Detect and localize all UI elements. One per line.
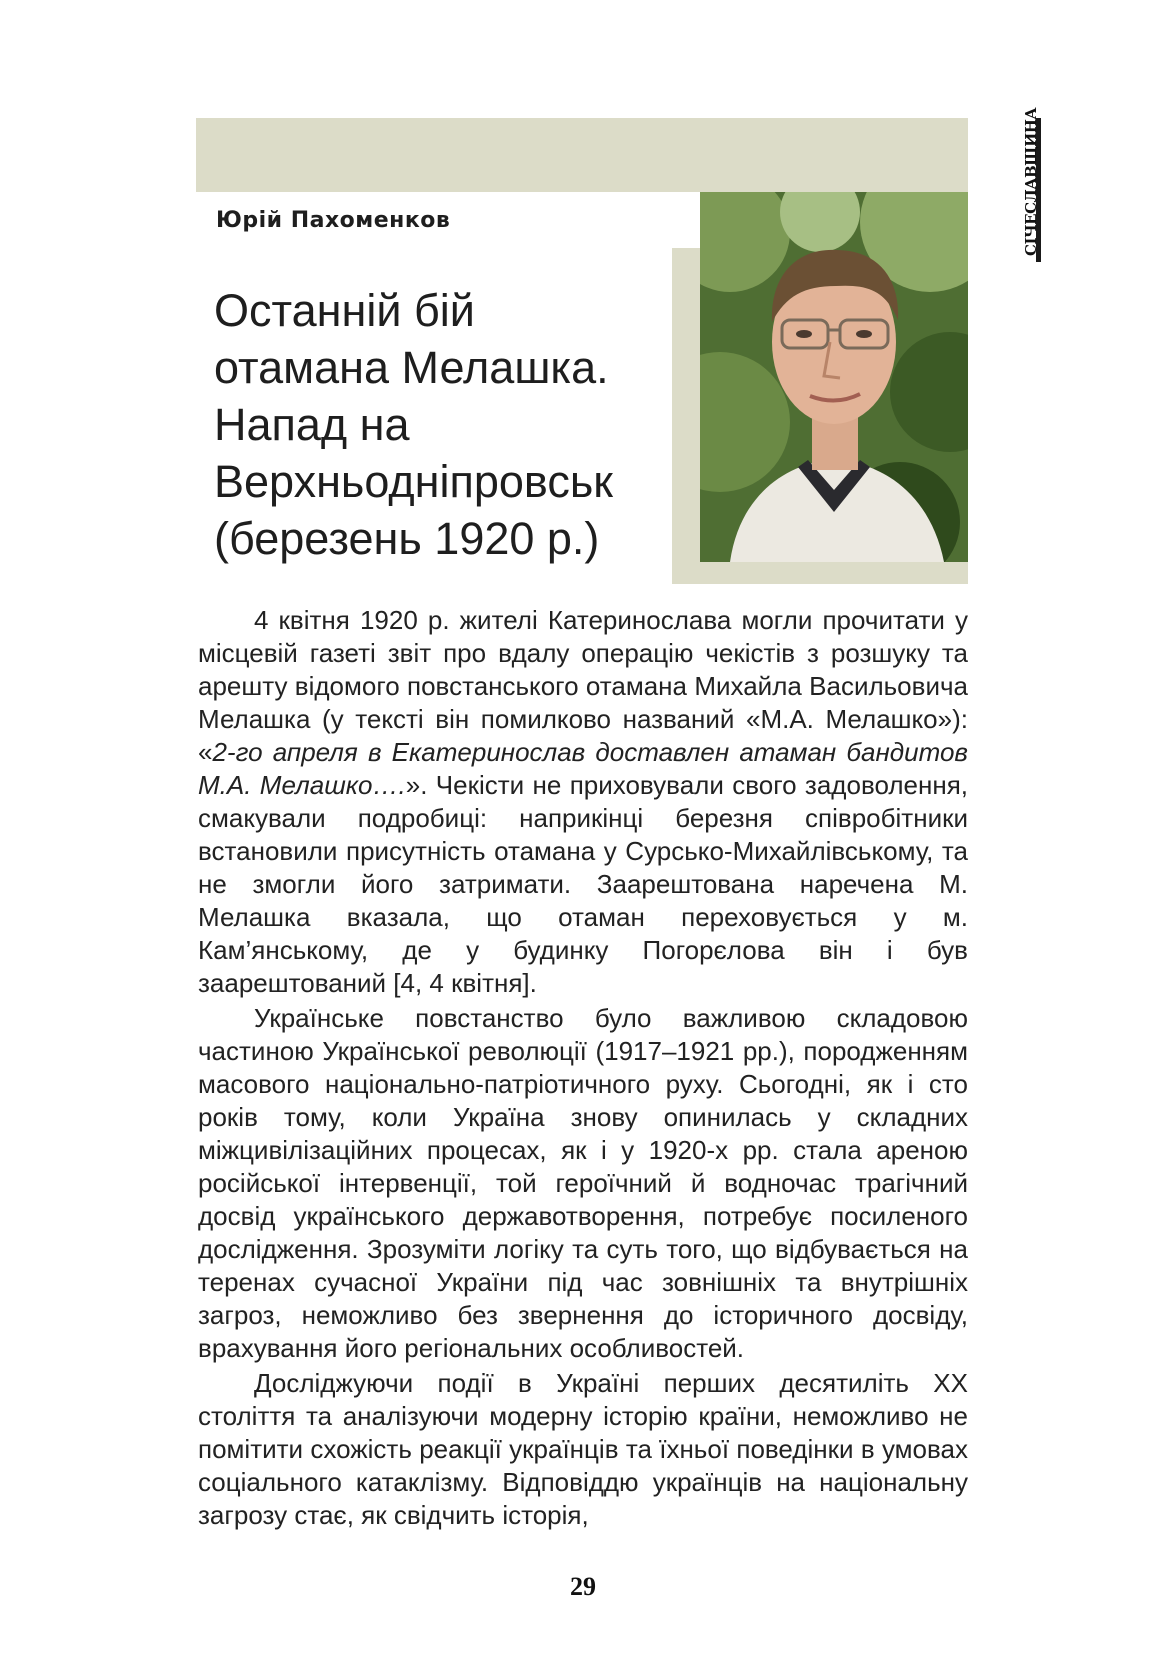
- header-band: [196, 118, 968, 192]
- paragraph-1: [198, 604, 968, 1000]
- paragraph-1-rest: ». Чекісти не приховували свого задоволення, смакували подробиці: наприкінці березня співробітники встановили присутність отамана у Сурсько-Михайлівському, та не змогли його затримати. Заарештована наречена М. Мелашка вказала, що отаман переховується у м. Кам’янському, де у будинку Погорєлова він і був заарештований [4, 4 квітня].: [198, 770, 968, 998]
- author-name: Юрій Пахоменков: [216, 208, 451, 233]
- title-line: Верхньодніпровськ: [214, 456, 613, 507]
- article-body: [198, 604, 968, 1532]
- paragraph-3: Досліджуючи події в Україні перших десятиліть XX століття та аналізуючи модерну історію країни, неможливо не помітити схожість реакції українців та їхньої поведінки в умовах соціального катаклізму. Відповіддю українців на національну загрозу стає, як свідчить історія,: [198, 1368, 968, 1530]
- title-line: (березень 1920 р.): [214, 513, 600, 564]
- title-line: Останній бій: [214, 285, 475, 336]
- author-portrait-icon: [700, 192, 968, 562]
- title-line: Напад на: [214, 399, 410, 450]
- paragraph-2: Українське повстанство було важливою складовою частиною Української революції (1917–1921 рр.), породженням масового національно-патріотичного руху. Сьогодні, як і сто років тому, коли Україна знову опинилась у складних міжцивілізаційних процесах, як і у 1920-х рр. стала ареною російської інтервенції, той героїчний й водночас трагічний досвід українського державотворення, потребує посиленого дослідження. Зрозуміти логіку та суть того, що відбувається на теренах сучасної України під час зовнішніх та внутрішніх загроз, неможливо без звернення до історичного досвіду, врахування його регіональних особливостей.: [198, 1003, 968, 1363]
- magazine-logo: [1006, 107, 1048, 266]
- quotation: 2-го апреля в Екатеринослав доставлен атаман бандитов М.А. Мелашко….: [198, 737, 968, 800]
- paragraph-1-intro: 4 квітня 1920 р. жителі Катеринослава могли прочитати у місцевій газеті звіт про вдалу операцію чекістів з розшуку та арешту відомого повстанського отамана Михайла Васильовича Мелашка (у тексті він помилково названий «М.А. Мелашко»): «: [198, 605, 968, 767]
- title-line: отамана Мелашка.: [214, 342, 609, 393]
- magazine-logo-text: СІЧЕСЛАВЩИНА: [1022, 107, 1040, 256]
- page-number: 29: [570, 1572, 596, 1601]
- author-photo: [700, 192, 968, 562]
- article-title: [214, 282, 674, 567]
